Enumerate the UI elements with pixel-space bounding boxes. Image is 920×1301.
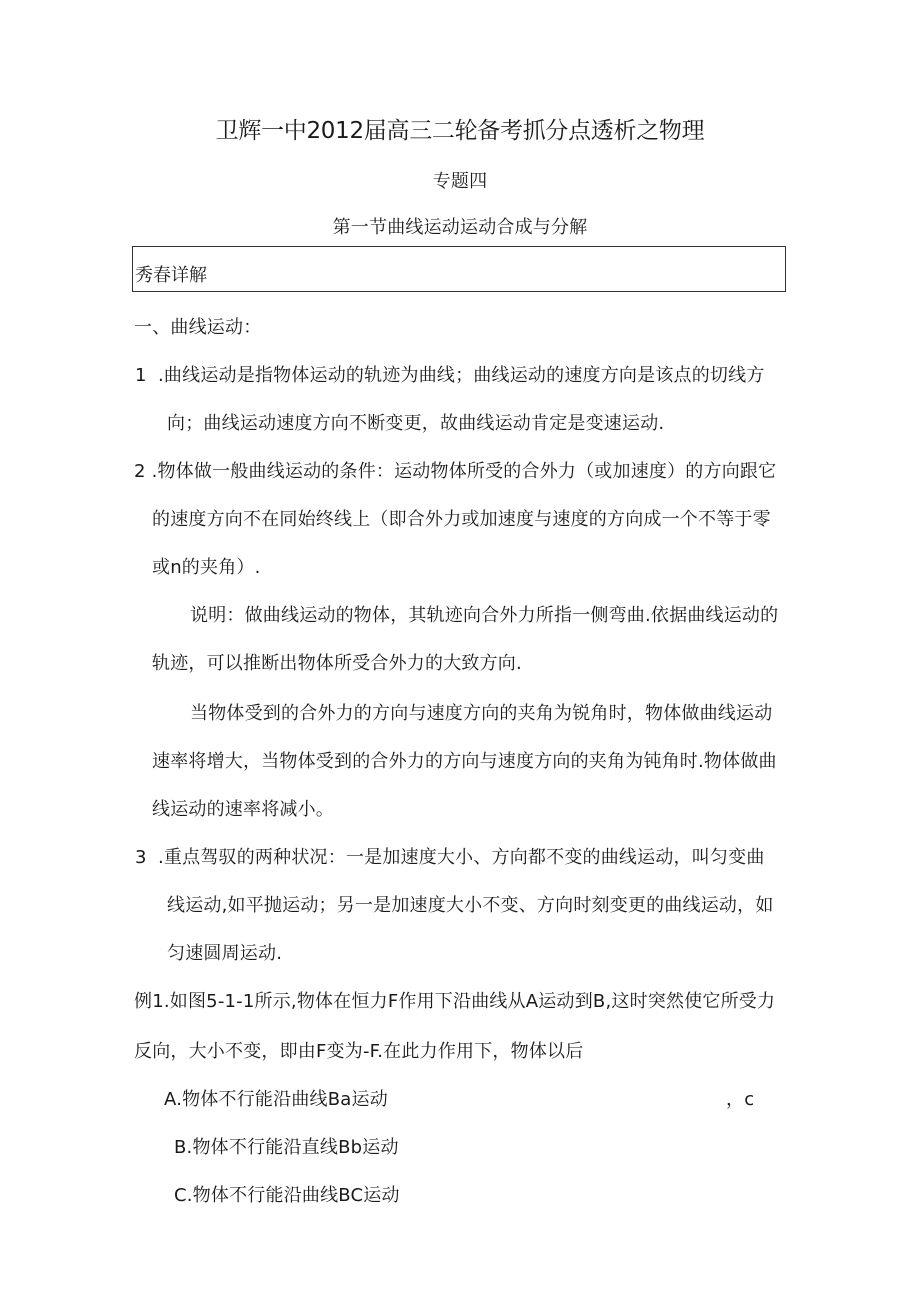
- note-2-line-2: 速率将增大，当物体受到的合外力的方向与速度方向的夹角为钝角时.物体做曲: [152, 751, 777, 772]
- point-3-line-2: 线运动,如平抛运动；另一是加速度大小不变、方向时刻变更的曲线运动，如: [167, 895, 774, 916]
- point-3-line-1: .重点驾驭的两种状况：一是加速度大小、方向都不变的曲线运动，叫匀变曲: [158, 847, 765, 868]
- note-2-line-3: 线运动的速率将减小。: [152, 799, 334, 820]
- author-box: [132, 246, 786, 292]
- figure-label: ，c: [726, 1089, 755, 1110]
- option-b: B.物体不行能沿直线Bb运动: [174, 1137, 399, 1158]
- heading-curved-motion: 一、曲线运动：: [134, 317, 262, 338]
- note-line-2: 轨迹，可以推断出物体所受合外力的大致方向.: [152, 653, 522, 674]
- document-subtitle: 专题四: [432, 171, 488, 192]
- author-box-label: 秀春详解: [135, 265, 207, 286]
- note-line-1: 说明：做曲线运动的物体，其轨迹向合外力所指一侧弯曲.依据曲线运动的: [190, 605, 779, 626]
- document-title: 卫辉一中2012届高三二轮备考抓分点透析之物理: [215, 118, 705, 144]
- point-3-number: 3: [135, 847, 147, 868]
- point-1-number: 1: [135, 365, 147, 386]
- option-a: A.物体不行能沿曲线Ba运动: [164, 1089, 388, 1110]
- point-3-line-3: 匀速圆周运动.: [167, 943, 283, 964]
- point-1-line-1: .曲线运动是指物体运动的轨迹为曲线；曲线运动的速度方向是该点的切线方: [158, 365, 765, 386]
- point-2-line-3: 或n的夹角）.: [152, 557, 261, 578]
- note-2-line-1: 当物体受到的合外力的方向与速度方向的夹角为锐角时，物体做曲线运动: [190, 703, 773, 724]
- example-line-1: 例1.如图5-1-1所示,物体在恒力F作用下沿曲线从A运动到B,这时突然使它所受力: [134, 991, 776, 1012]
- point-2-line-2: 的速度方向不在同始终线上（即合外力或加速度与速度的方向成一个不等于零: [152, 509, 771, 530]
- option-c: C.物体不行能沿曲线BC运动: [174, 1185, 400, 1206]
- point-1-line-2: 向；曲线运动速度方向不断变更，故曲线运动肯定是变速运动.: [167, 413, 665, 434]
- point-2-line-1: 2 .物体做一般曲线运动的条件：运动物体所受的合外力（或加速度）的方向跟它: [134, 461, 777, 482]
- section-title: 第一节曲线运动运动合成与分解: [332, 217, 588, 238]
- example-line-2: 反向，大小不变，即由F变为-F.在此力作用下，物体以后: [134, 1041, 584, 1062]
